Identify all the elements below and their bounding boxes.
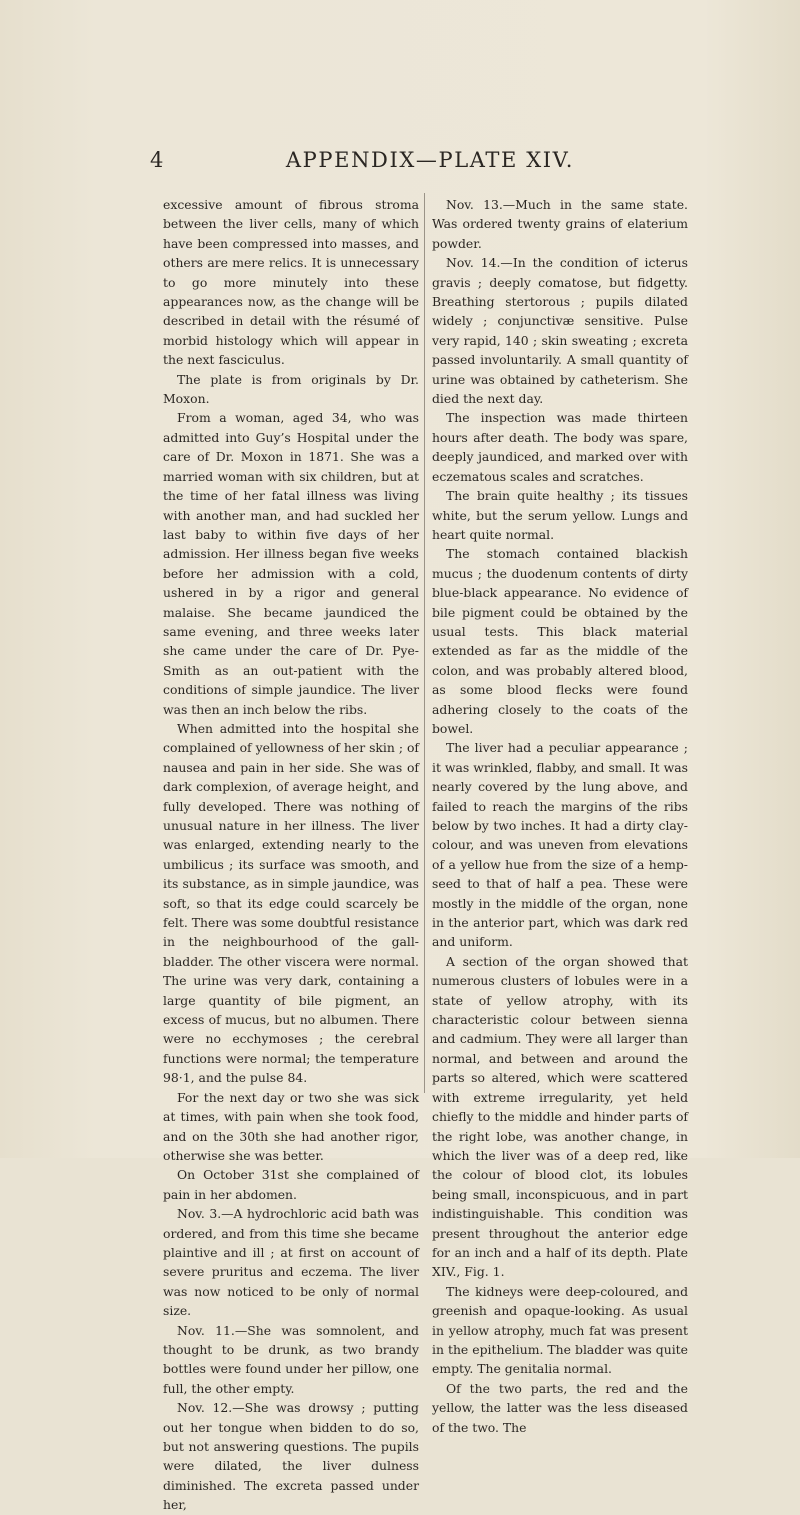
paragraph: A section of the organ showed that numerous clusters of lobules were in a state of yellow atrophy, with its characteristic colour between sienna and cadmium. They were all larger than normal, and between and around the parts so altered, which were scattered with extreme irregularity, yet held chiefly to the middle and hinder parts of the right lobe, was another change, in which the liver was of a deep red, like the colour of blood clot, its lobules being small, inconspicuous, and in part indistinguishable. This condition was present throughout the anterior edge for an inch and a half of its depth. Plate XIV., Fig. 1. xyxy=(432,953,688,1280)
paragraph: Nov. 13.—Much in the same state. Was ordered twenty grains of elaterium powder. xyxy=(432,197,688,251)
paragraph: excessive amount of fibrous stroma between the liver cells, many of which have been compressed into masses, and others are mere relics. It is unnecessary to go more minutely into these appearances now, as the change will be described in detail with the résumé of morbid histology which will appear in the next fasciculus. xyxy=(163,197,419,368)
paragraph: On October 31st she complained of pain in her abdomen. xyxy=(163,1167,419,1202)
paragraph: When admitted into the hospital she complained of yellowness of her skin ; of nausea and pain in her side. She was of dark complexion, of average height, and fully developed. There was nothing of unusual nature in her illness. The liver was enlarged, extending nearly to the umbilicus ; its surface was smooth, and its substance, as in simple jaundice, was soft, so that its edge could scarcely be felt. There was some doubtful resistance in the neighbourhood of the gall-bladder. The other viscera were normal. The urine was very dark, containing a large quantity of bile pigment, an excess of mucus, but no albumen. There were no ecchymoses ; the cerebral functions were normal; the temperature 98·1, and the pulse 84. xyxy=(163,720,419,1086)
column-divider xyxy=(424,193,425,1093)
paragraph: For the next day or two she was sick at times, with pain when she took food, and on the 30th she had another rigor, otherwise she was better. xyxy=(163,1089,419,1163)
paragraph: Of the two parts, the red and the yellow, the latter was the less diseased of the two. The xyxy=(432,1380,688,1435)
running-head: APPENDIX—PLATE XIV. xyxy=(285,148,575,172)
paragraph: The liver had a peculiar appearance ; it was wrinkled, flabby, and small. It was nearly covered by the lung above, and failed to reach the margins of the ribs below by two inches. It had a dirty clay-colour, and was uneven from elevations of a yellow hue from the size of a hemp-seed to that of half a pea. These were mostly in the middle of the organ, none in the anterior part, which was dark red and uniform. xyxy=(432,740,688,950)
page-header xyxy=(150,148,680,176)
right-column xyxy=(432,195,688,1437)
paragraph: Nov. 12.—She was drowsy ; putting out her tongue when bidden to do so, but not answering questions. The pupils were dilated, the liver dulness diminished. The excreta passed under her, xyxy=(163,1400,419,1513)
paragraph: The brain quite healthy ; its tissues white, but the serum yellow. Lungs and heart quite normal. xyxy=(432,488,688,542)
paragraph: The kidneys were deep-coloured, and greenish and opaque-looking. As usual in yellow atrophy, much fat was present in the epithelium. The bladder was quite empty. The genitalia normal. xyxy=(432,1283,688,1377)
paragraph: The plate is from originals by Dr. Moxon. xyxy=(163,371,419,407)
paragraph: From a woman, aged 34, who was admitted into Guy’s Hospital under the care of Dr. Moxon in 1871. She was a married woman with six children, but at the time of her fatal illness was living with another man, and had suckled her last baby to within five days of her admission. Her illness began five weeks before her admission with a cold, ushered in by a rigor and general malaise. She became jaundiced the same evening, and three weeks later she came under the care of Dr. Pye-Smith as an out-patient with the conditions of simple jaundice. The liver was then an inch below the ribs. xyxy=(163,410,419,717)
paragraph: Nov. 11.—She was somnolent, and thought to be drunk, as two brandy bottles were found under her pillow, one full, the other empty. xyxy=(163,1322,419,1396)
page-number: 4 xyxy=(150,148,164,172)
paragraph: Nov. 14.—In the condition of icterus gravis ; deeply comatose, but fidgetty. Breathing stertorous ; pupils dilated widely ; conjunctivæ sensitive. Pulse very rapid, 140 ; skin sweating ; excreta passed involuntarily. A small quantity of urine was obtained by catheterism. She died the next day. xyxy=(432,255,688,407)
paragraph: The stomach contained blackish mucus ; the duodenum contents of dirty blue-black appearance. No evidence of bile pigment could be obtained by the usual tests. This black material extended as far as the middle of the colon, and was probably altered blood, as some blood flecks were found adhering closely to the coats of the bowel. xyxy=(432,546,688,736)
paragraph: Nov. 3.—A hydrochloric acid bath was ordered, and from this time she became plaintive and ill ; at first on account of severe pruritus and eczema. The liver was now noticed to be only of normal size. xyxy=(163,1206,419,1319)
paragraph: The inspection was made thirteen hours after death. The body was spare, deeply jaundiced, and marked over with eczematous scales and scratches. xyxy=(432,410,688,484)
left-column xyxy=(163,195,419,1515)
